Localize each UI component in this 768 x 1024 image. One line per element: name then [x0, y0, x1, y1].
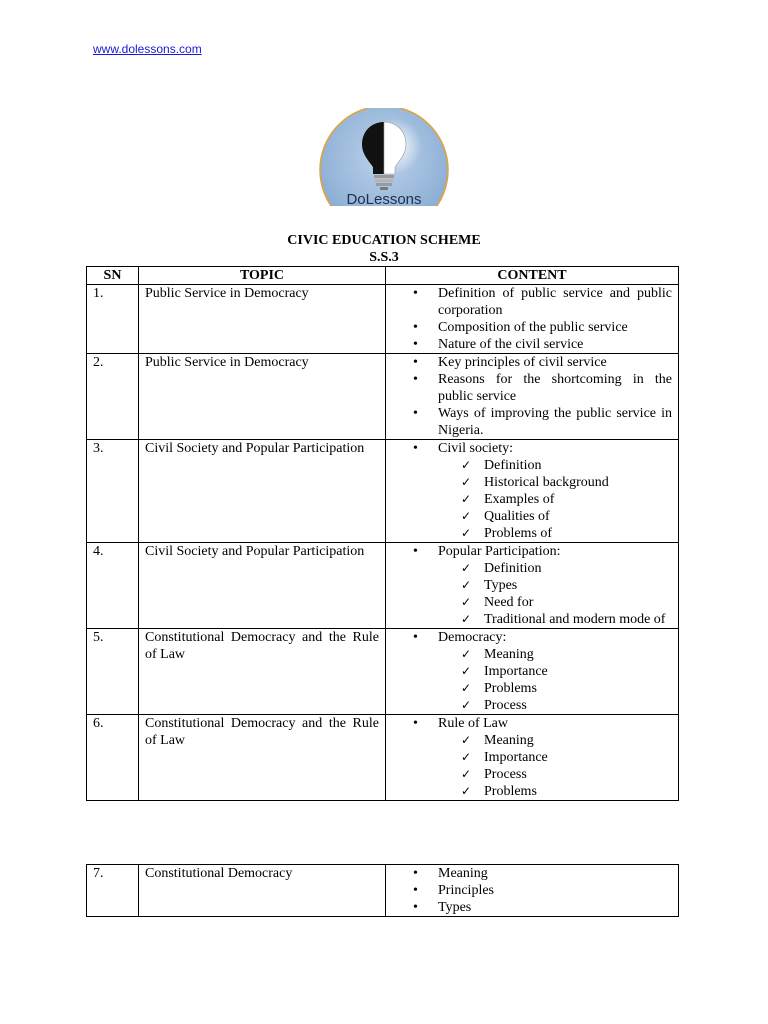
- checklist-item: ✓ Examples of: [484, 491, 672, 508]
- header-content: CONTENT: [386, 267, 679, 285]
- content-item: [438, 715, 672, 800]
- checklist-item: ✓ Definition: [484, 457, 672, 474]
- checklist-item: ✓ Importance: [484, 749, 672, 766]
- row-topic: Constitutional Democracy: [139, 865, 386, 917]
- content-item: [438, 629, 672, 714]
- content-list: [392, 715, 672, 800]
- row-sn: 4.: [87, 543, 139, 629]
- content-item-text: Definition of public service and public corporation: [438, 286, 672, 318]
- content-item: [438, 882, 672, 899]
- checklist-item: ✓ Process: [484, 697, 672, 714]
- scheme-table: [86, 266, 679, 801]
- dolessons-logo: [318, 108, 450, 206]
- table-row: [87, 715, 679, 801]
- content-item-text: Popular Participation:: [438, 544, 561, 559]
- checklist-item: ✓ Types: [484, 577, 672, 594]
- content-item: [438, 440, 672, 542]
- content-item: [438, 336, 672, 353]
- content-item-text: Democracy:: [438, 630, 507, 645]
- checklist-item: ✓ Definition: [484, 560, 672, 577]
- content-item-text: Nature of the civil service: [438, 337, 584, 352]
- site-link[interactable]: www.dolessons.com: [93, 42, 202, 56]
- row-content: [386, 865, 679, 917]
- row-content: [386, 285, 679, 354]
- row-topic: Public Service in Democracy: [139, 354, 386, 440]
- row-topic: Constitutional Democracy and the Rule of Law: [139, 629, 386, 715]
- row-sn: 2.: [87, 354, 139, 440]
- content-item: [438, 899, 672, 916]
- row-sn: 7.: [87, 865, 139, 917]
- checklist-item: ✓ Need for: [484, 594, 672, 611]
- logo-text: DoLessons: [346, 191, 422, 206]
- checklist-item: ✓ Meaning: [484, 646, 672, 663]
- content-list: [392, 440, 672, 542]
- checklist-item: ✓ Problems of: [484, 525, 672, 542]
- content-item: [438, 354, 672, 371]
- row-sn: 5.: [87, 629, 139, 715]
- row-content: [386, 629, 679, 715]
- checklist-item: ✓ Problems: [484, 783, 672, 800]
- row-sn: 3.: [87, 440, 139, 543]
- content-item-text: Meaning: [438, 866, 488, 881]
- content-item-text: Rule of Law: [438, 716, 508, 731]
- content-item-text: Reasons for the shortcoming in the public service: [438, 372, 672, 404]
- row-sn: 1.: [87, 285, 139, 354]
- content-item: [438, 405, 672, 439]
- checklist: [438, 560, 672, 628]
- table-row: [87, 543, 679, 629]
- table-row: [87, 354, 679, 440]
- class-level: S.S.3: [369, 250, 399, 265]
- content-item-text: Types: [438, 900, 472, 915]
- content-list: [392, 543, 672, 628]
- table-row: [87, 285, 679, 354]
- content-item: [438, 865, 672, 882]
- content-item-text: Key principles of civil service: [438, 355, 607, 370]
- table-row: [87, 440, 679, 543]
- row-sn: 6.: [87, 715, 139, 801]
- checklist: [438, 646, 672, 714]
- content-list: [392, 354, 672, 439]
- header-topic: TOPIC: [139, 267, 386, 285]
- row-content: [386, 354, 679, 440]
- row-topic: Civil Society and Popular Participation: [139, 440, 386, 543]
- checklist-item: ✓ Importance: [484, 663, 672, 680]
- content-item: [438, 319, 672, 336]
- content-item-text: Composition of the public service: [438, 320, 628, 335]
- scheme-table-continued: [86, 864, 679, 917]
- row-topic: Public Service in Democracy: [139, 285, 386, 354]
- header-sn: SN: [87, 267, 139, 285]
- checklist-item: ✓ Qualities of: [484, 508, 672, 525]
- checklist-item: ✓ Historical background: [484, 474, 672, 491]
- content-item: [438, 371, 672, 405]
- row-topic: Civil Society and Popular Participation: [139, 543, 386, 629]
- checklist: [438, 457, 672, 542]
- content-list: [392, 285, 672, 353]
- row-topic: Constitutional Democracy and the Rule of Law: [139, 715, 386, 801]
- checklist-item: ✓ Problems: [484, 680, 672, 697]
- row-content: [386, 715, 679, 801]
- content-list: [392, 629, 672, 714]
- table-row: [87, 865, 679, 917]
- content-list: [392, 865, 672, 916]
- content-item-text: Ways of improving the public service in Nigeria.: [438, 406, 672, 438]
- checklist-item: ✓ Traditional and modern mode of: [484, 611, 672, 628]
- row-content: [386, 543, 679, 629]
- content-item: [438, 543, 672, 628]
- checklist-item: ✓ Meaning: [484, 732, 672, 749]
- checklist-item: ✓ Process: [484, 766, 672, 783]
- row-content: [386, 440, 679, 543]
- content-item-text: Civil society:: [438, 441, 514, 456]
- checklist: [438, 732, 672, 800]
- document-title: CIVIC EDUCATION SCHEME: [287, 233, 481, 248]
- content-item: [438, 285, 672, 319]
- content-item-text: Principles: [438, 883, 494, 898]
- table-row: [87, 629, 679, 715]
- table-header-row: [87, 267, 679, 285]
